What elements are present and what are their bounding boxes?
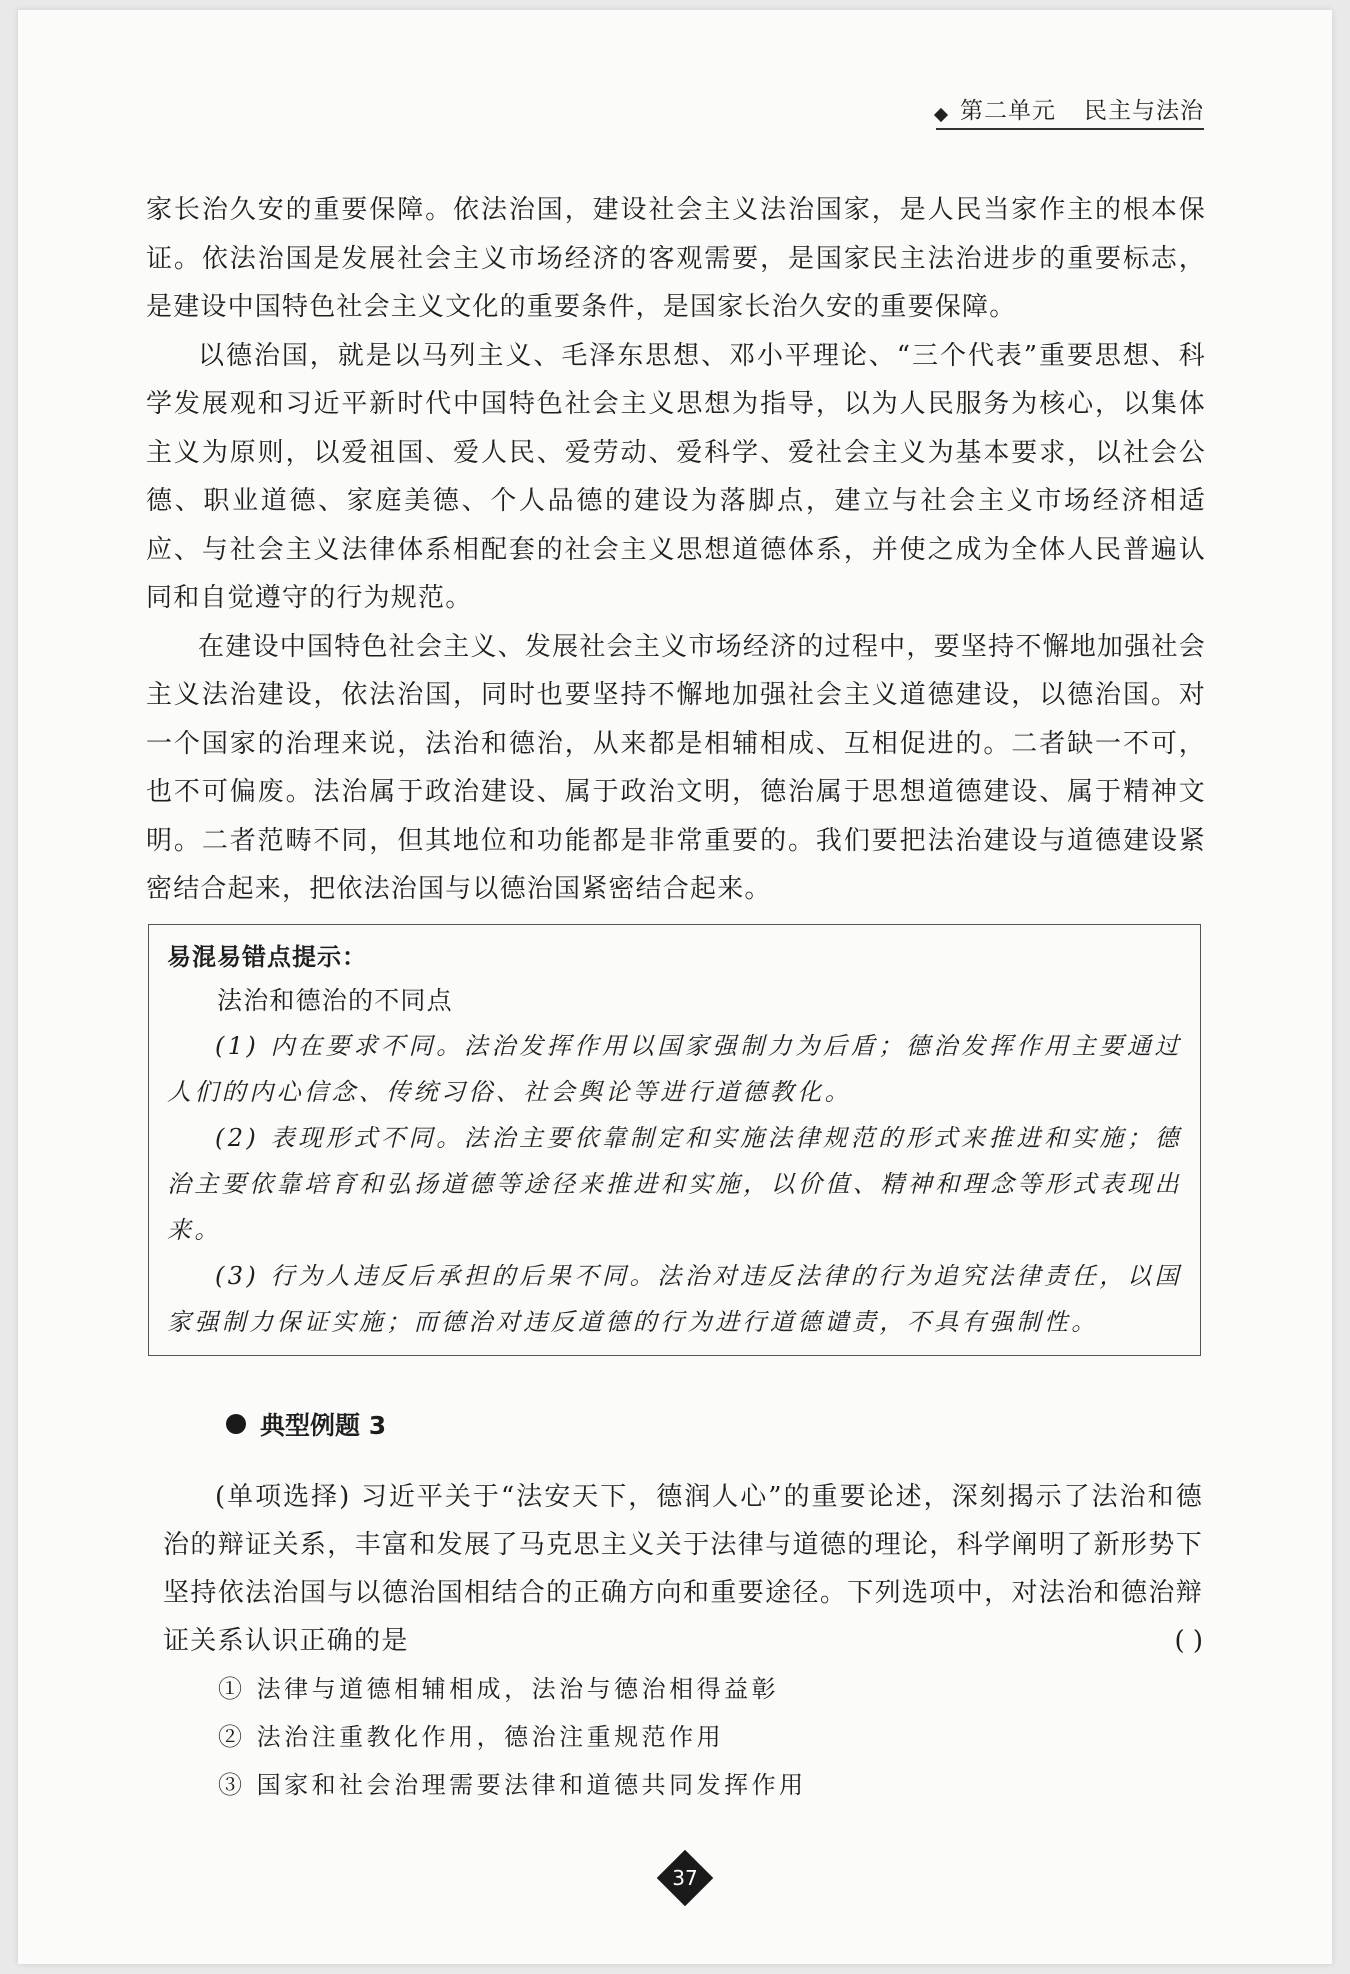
tip-item: (3) 行为人违反后承担的后果不同。法治对违反法律的行为追究法律责任，以国家强制力保证实施；而德治对违反道德的行为进行道德谴责，不具有强制性。 (167, 1262, 1182, 1336)
header-rule (936, 128, 1204, 130)
question-text (163, 1473, 1203, 1665)
option-item: ② 法治注重教化作用，德治注重规范作用 (218, 1723, 725, 1751)
header-unit: 第二单元 (960, 98, 1056, 124)
paragraph: 以德治国，就是以马列主义、毛泽东思想、邓小平理论、“三个代表”重要思想、科学发展观和习近平新时代中国特色社会主义思想为指导，以为人民服务为核心，以集体主义为原则，以爱祖国、爱人民、爱劳动、爱科学、爱社会主义为基本要求，以社会公德、职业道德、家庭美德、个人品德的建设为落脚点，建立与社会主义市场经济相适应、与社会主义法律体系相配套的社会主义思想道德体系，并使之成为全体人民普遍认同和自觉遵守的行为规范。 (146, 340, 1206, 613)
tip-subtitle: 法治和德治的不同点 (217, 986, 453, 1015)
tip-heading: 易混易错点提示： (167, 943, 367, 971)
paragraph: 家长治久安的重要保障。依法治国，建设社会主义法治国家，是人民当家作主的根本保证。依法治国是发展社会主义市场经济的客观需要，是国家民主法治进步的重要标志，是建设中国特色社会主义文化的重要条件，是国家长治久安的重要保障。 (146, 195, 1206, 322)
page-number-text: 37 (672, 1866, 698, 1890)
answer-options (218, 1665, 1118, 1809)
tip-item: (2) 表现形式不同。法治主要依靠制定和实施法律规范的形式来推进和实施；德治主要依靠培育和弘扬道德等途径来推进和实施，以价值、精神和理念等形式表现出来。 (167, 1124, 1182, 1244)
example-heading (226, 1406, 386, 1442)
header-title: 民主与法治 (1084, 98, 1204, 124)
tip-box (148, 924, 1201, 1356)
bullet-icon (226, 1414, 246, 1434)
tip-item: (1) 内在要求不同。法治发挥作用以国家强制力为后盾；德治发挥作用主要通过人们的内心信念、传统习俗、社会舆论等进行道德教化。 (167, 1032, 1182, 1106)
option-item: ③ 国家和社会治理需要法律和道德共同发挥作用 (218, 1771, 807, 1799)
paragraph: 在建设中国特色社会主义、发展社会主义市场经济的过程中，要坚持不懈地加强社会主义法治建设，依法治国，同时也要坚持不懈地加强社会主义道德建设，以德治国。对一个国家的治理来说，法治和德治，从来都是相辅相成、互相促进的。二者缺一不可，也不可偏废。法治属于政治建设、属于政治文明，德治属于思想道德建设、属于精神文明。二者范畴不同，但其地位和功能都是非常重要的。我们要把法治建设与道德建设紧密结合起来，把依法治国与以德治国紧密结合起来。 (146, 631, 1206, 904)
body-text (146, 186, 1206, 914)
document-page (18, 10, 1332, 1964)
diamond-icon (934, 107, 948, 121)
question-stem: (单项选择) 习近平关于“法安天下，德润人心”的重要论述，深刻揭示了法治和德治的辩证关系，丰富和发展了马克思主义关于法律与道德的理论，科学阐明了新形势下坚持依法治国与以德治国相结合的正确方向和重要途径。下列选项中，对法治和德治辩证关系认识正确的是 (163, 1482, 1203, 1656)
page-number (657, 1850, 713, 1906)
option-item: ① 法律与道德相辅相成，法治与德治相得益彰 (218, 1675, 780, 1703)
page-header (936, 92, 1204, 125)
example-title: 典型例题 3 (260, 1411, 387, 1440)
answer-blank: ( ) (1174, 1626, 1203, 1656)
